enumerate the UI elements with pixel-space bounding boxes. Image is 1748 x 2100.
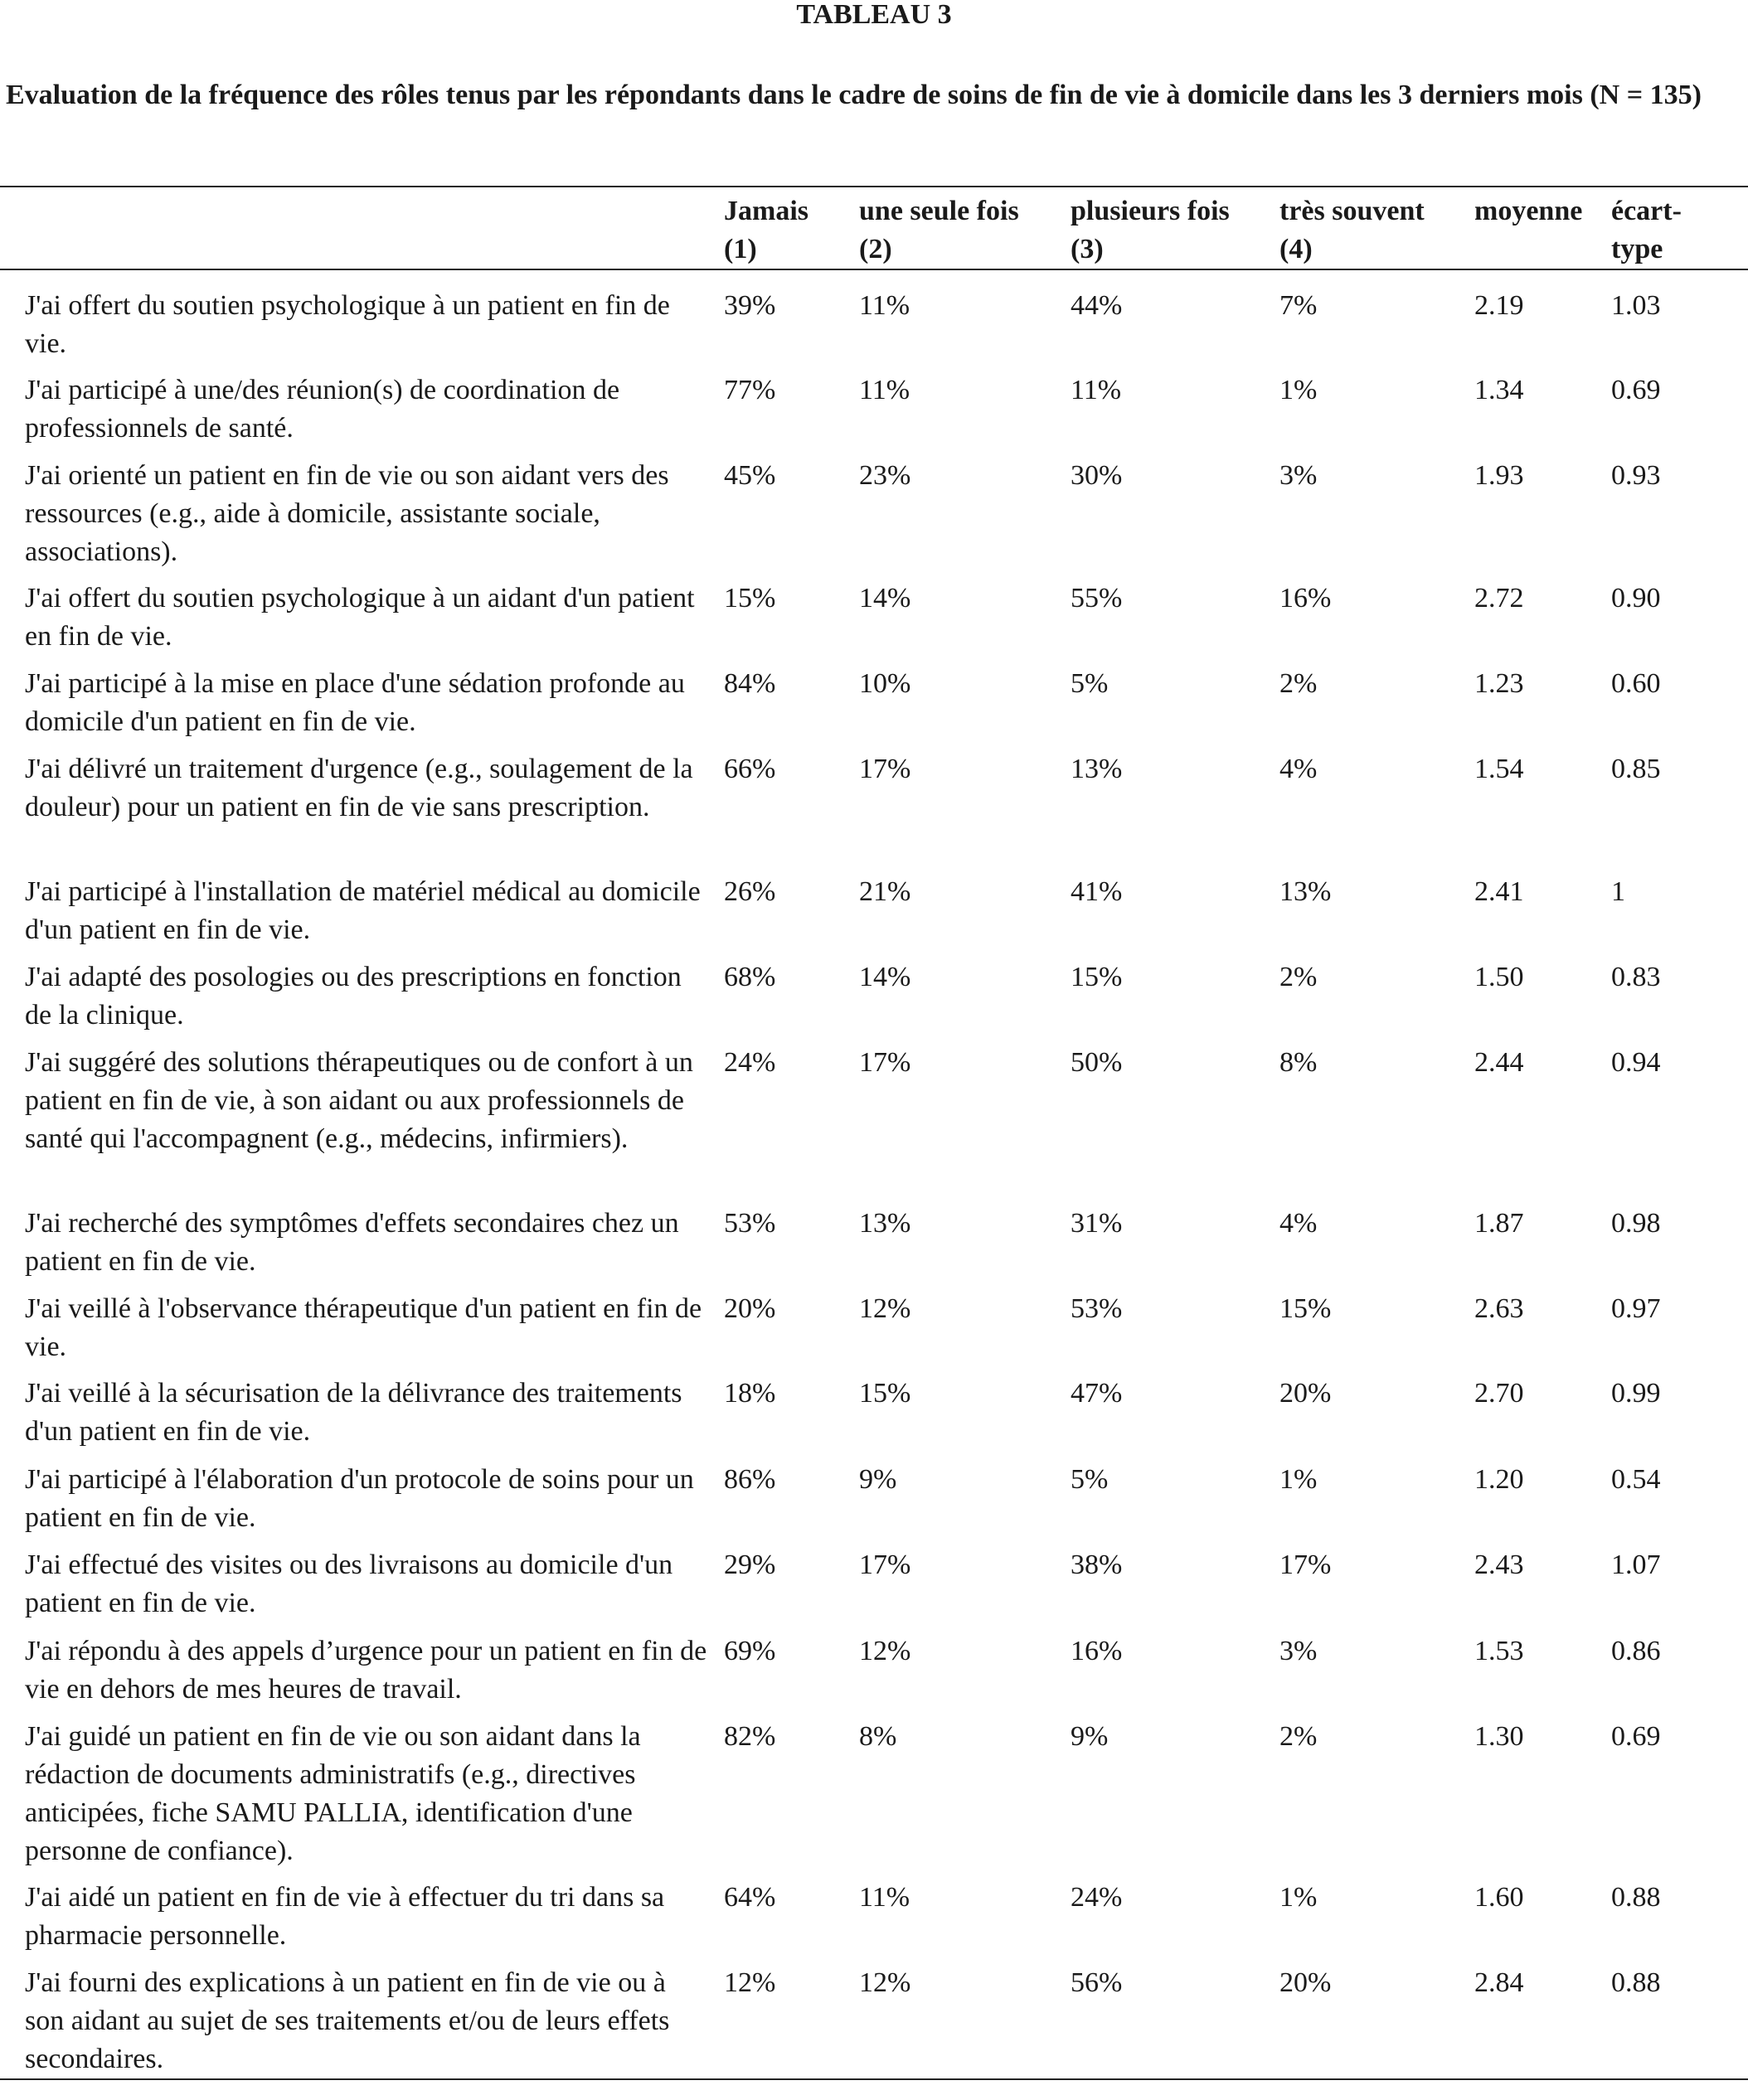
cell-jamais: 29% (724, 1550, 776, 1580)
cell-tres-souvent: 3% (1279, 460, 1318, 491)
table-row (0, 1035, 1748, 1196)
table-row (0, 1870, 1748, 1956)
table-row (0, 1282, 1748, 1366)
cell-moyenne: 2.19 (1474, 290, 1524, 321)
cell-jamais: 15% (724, 583, 776, 614)
cell-moyenne: 2.84 (1474, 1956, 1611, 2079)
cell-tres-souvent: 1% (1279, 375, 1318, 405)
header-item (0, 187, 724, 269)
item-label: J'ai répondu à des appels d’urgence pour un patient en fin de vie en dehors de mes heures de travail. (25, 1636, 707, 1705)
cell-tres-souvent: 13% (1279, 876, 1332, 907)
table-row (0, 363, 1748, 449)
cell-plusieurs-fois: 53% (1071, 1293, 1123, 1324)
table-row (0, 1366, 1748, 1453)
cell-ecart-type: 0.93 (1611, 460, 1661, 491)
cell-une-seule-fois: 11% (859, 375, 910, 405)
cell-une-seule-fois: 17% (859, 754, 911, 784)
cell-plusieurs-fois: 13% (1071, 754, 1123, 784)
cell-une-seule-fois: 12% (859, 1293, 911, 1324)
cell-ecart-type: 0.90 (1611, 583, 1661, 614)
cell-jamais: 86% (724, 1464, 776, 1495)
cell-une-seule-fois: 15% (859, 1378, 911, 1409)
cell-moyenne: 1.30 (1474, 1721, 1524, 1752)
cell-une-seule-fois: 17% (859, 1047, 911, 1078)
table-row (0, 865, 1748, 950)
cell-moyenne: 1.20 (1474, 1464, 1524, 1495)
cell-ecart-type: 0.69 (1611, 375, 1661, 405)
table-row (0, 1710, 1748, 1870)
item-label: J'ai adapté des posologies ou des prescriptions en fonction de la clinique. (25, 962, 682, 1031)
cell-moyenne: 2.41 (1474, 876, 1524, 907)
table-body (0, 269, 1748, 2079)
cell-ecart-type: 0.88 (1611, 1956, 1748, 2079)
cell-tres-souvent: 20% (1279, 1378, 1332, 1409)
cell-moyenne: 1.50 (1474, 962, 1524, 992)
cell-moyenne: 1.23 (1474, 668, 1524, 699)
cell-plusieurs-fois: 11% (1071, 375, 1122, 405)
cell-tres-souvent: 4% (1279, 754, 1318, 784)
cell-tres-souvent: 8% (1279, 1047, 1318, 1078)
cell-ecart-type: 0.99 (1611, 1378, 1661, 1409)
cell-plusieurs-fois: 30% (1071, 460, 1123, 491)
cell-une-seule-fois: 8% (859, 1721, 897, 1752)
cell-plusieurs-fois: 9% (1071, 1721, 1109, 1752)
cell-jamais: 53% (724, 1208, 776, 1239)
table-caption: Evaluation de la fréquence des rôles tenus par les répondants dans le cadre de soins de fin de vie à domicile dans les 3 derniers mois (N = 135) (6, 80, 1702, 110)
cell-une-seule-fois: 12% (859, 1956, 1071, 2079)
item-label: J'ai guidé un patient en fin de vie ou son aidant dans la rédaction de documents administratifs (e.g., directives anticipées, fiche SAMU PALLIA, identification d'une personne de confiance). (25, 1721, 641, 1866)
item-label: J'ai participé à l'installation de matériel médical au domicile d'un patient en fin de vie. (25, 876, 701, 945)
cell-moyenne: 2.63 (1474, 1293, 1524, 1324)
cell-jamais: 39% (724, 290, 776, 321)
cell-jamais: 12% (724, 1956, 859, 2079)
cell-plusieurs-fois: 16% (1071, 1636, 1123, 1666)
item-label: J'ai participé à l'élaboration d'un protocole de soins pour un patient en fin de vie. (25, 1464, 694, 1533)
item-label: J'ai participé à la mise en place d'une sédation profonde au domicile d'un patient en fin de vie. (25, 668, 685, 737)
cell-une-seule-fois: 11% (859, 290, 910, 321)
item-label: J'ai suggéré des solutions thérapeutiques ou de confort à un patient en fin de vie, à son aidant ou aux professionnels de santé qui l'accompagnent (e.g., médecins, infirmiers). (25, 1047, 693, 1154)
cell-jamais: 68% (724, 962, 776, 992)
cell-moyenne: 2.43 (1474, 1550, 1524, 1580)
item-label: J'ai délivré un traitement d'urgence (e.g., soulagement de la douleur) pour un patient en fin de vie sans prescription. (25, 754, 693, 822)
cell-tres-souvent: 2% (1279, 962, 1318, 992)
cell-plusieurs-fois: 31% (1071, 1208, 1123, 1239)
cell-une-seule-fois: 21% (859, 876, 911, 907)
cell-ecart-type: 0.88 (1611, 1882, 1661, 1913)
cell-moyenne: 1.60 (1474, 1882, 1524, 1913)
cell-ecart-type: 1.07 (1611, 1550, 1661, 1580)
cell-ecart-type: 0.60 (1611, 668, 1661, 699)
header-jamais: Jamais (1) (724, 187, 859, 269)
item-label: J'ai fourni des explications à un patient en fin de vie ou à son aidant au sujet de ses traitements et/ou de leurs effets secondaires. (0, 1956, 724, 2079)
cell-plusieurs-fois: 56% (1071, 1956, 1279, 2079)
table-row (0, 1538, 1748, 1624)
table-label: TABLEAU 3 (796, 0, 952, 30)
cell-plusieurs-fois: 41% (1071, 876, 1123, 907)
table-row (0, 950, 1748, 1035)
cell-tres-souvent: 1% (1279, 1882, 1318, 1913)
cell-plusieurs-fois: 24% (1071, 1882, 1123, 1913)
table-row (0, 571, 1748, 657)
table-row (0, 449, 1748, 571)
cell-plusieurs-fois: 44% (1071, 290, 1123, 321)
cell-tres-souvent: 7% (1279, 290, 1318, 321)
cell-jamais: 20% (724, 1293, 776, 1324)
header-moyenne: moyenne (1474, 187, 1611, 269)
cell-tres-souvent: 3% (1279, 1636, 1318, 1666)
cell-plusieurs-fois: 38% (1071, 1550, 1123, 1580)
cell-jamais: 24% (724, 1047, 776, 1078)
cell-plusieurs-fois: 5% (1071, 1464, 1109, 1495)
cell-jamais: 18% (724, 1378, 776, 1409)
cell-jamais: 66% (724, 754, 776, 784)
cell-jamais: 26% (724, 876, 776, 907)
item-label: J'ai veillé à la sécurisation de la délivrance des traitements d'un patient en fin de vie. (25, 1378, 682, 1447)
cell-une-seule-fois: 17% (859, 1550, 911, 1580)
header-row (0, 187, 1748, 269)
cell-jamais: 64% (724, 1882, 776, 1913)
item-label: J'ai offert du soutien psychologique à un aidant d'un patient en fin de vie. (25, 583, 695, 652)
cell-plusieurs-fois: 15% (1071, 962, 1123, 992)
item-label: J'ai recherché des symptômes d'effets secondaires chez un patient en fin de vie. (25, 1208, 679, 1277)
cell-moyenne: 1.53 (1474, 1636, 1524, 1666)
cell-moyenne: 2.44 (1474, 1047, 1524, 1078)
cell-moyenne: 1.54 (1474, 754, 1524, 784)
cell-une-seule-fois: 9% (859, 1464, 897, 1495)
cell-une-seule-fois: 13% (859, 1208, 911, 1239)
header-ecart-type: écart- type (1611, 187, 1748, 269)
cell-tres-souvent: 4% (1279, 1208, 1318, 1239)
cell-jamais: 69% (724, 1636, 776, 1666)
cell-une-seule-fois: 14% (859, 962, 911, 992)
cell-ecart-type: 0.86 (1611, 1636, 1661, 1666)
cell-une-seule-fois: 14% (859, 583, 911, 614)
table-row (0, 1453, 1748, 1538)
cell-ecart-type: 0.69 (1611, 1721, 1661, 1752)
cell-ecart-type: 0.54 (1611, 1464, 1661, 1495)
item-label: J'ai orienté un patient en fin de vie ou son aidant vers des ressources (e.g., aide à domicile, assistante sociale, associations). (25, 460, 669, 567)
cell-tres-souvent: 20% (1279, 1956, 1474, 2079)
header-une-seule-fois: une seule fois (2) (859, 187, 1071, 269)
cell-tres-souvent: 2% (1279, 1721, 1318, 1752)
table-row (0, 742, 1748, 865)
table-header (0, 187, 1748, 269)
cell-tres-souvent: 17% (1279, 1550, 1332, 1580)
cell-moyenne: 1.34 (1474, 375, 1524, 405)
cell-plusieurs-fois: 47% (1071, 1378, 1123, 1409)
cell-ecart-type: 0.98 (1611, 1208, 1661, 1239)
cell-plusieurs-fois: 55% (1071, 583, 1123, 614)
cell-ecart-type: 0.85 (1611, 754, 1661, 784)
table-row (0, 1624, 1748, 1710)
cell-une-seule-fois: 10% (859, 668, 911, 699)
cell-ecart-type: 0.83 (1611, 962, 1661, 992)
header-plusieurs-fois: plusieurs fois (3) (1071, 187, 1279, 269)
table-row (0, 1196, 1748, 1282)
header-tres-souvent: très souvent (4) (1279, 187, 1474, 269)
table-row (0, 1956, 1748, 2079)
cell-tres-souvent: 15% (1279, 1293, 1332, 1324)
cell-moyenne: 2.72 (1474, 583, 1524, 614)
item-label: J'ai offert du soutien psychologique à un patient en fin de vie. (25, 290, 670, 359)
cell-une-seule-fois: 11% (859, 1882, 910, 1913)
cell-jamais: 77% (724, 375, 776, 405)
cell-moyenne: 2.70 (1474, 1378, 1524, 1409)
frequency-table (0, 186, 1748, 2080)
cell-une-seule-fois: 12% (859, 1636, 911, 1666)
cell-plusieurs-fois: 50% (1071, 1047, 1123, 1078)
item-label: J'ai participé à une/des réunion(s) de coordination de professionnels de santé. (25, 375, 620, 444)
cell-jamais: 84% (724, 668, 776, 699)
cell-ecart-type: 1.03 (1611, 290, 1661, 321)
cell-tres-souvent: 16% (1279, 583, 1332, 614)
cell-ecart-type: 1 (1611, 876, 1625, 907)
cell-tres-souvent: 2% (1279, 668, 1318, 699)
table-row (0, 269, 1748, 363)
item-label: J'ai veillé à l'observance thérapeutique d'un patient en fin de vie. (25, 1293, 702, 1362)
cell-moyenne: 1.93 (1474, 460, 1524, 491)
cell-ecart-type: 0.94 (1611, 1047, 1661, 1078)
table-row (0, 657, 1748, 742)
cell-plusieurs-fois: 5% (1071, 668, 1109, 699)
item-label: J'ai effectué des visites ou des livraisons au domicile d'un patient en fin de vie. (25, 1550, 673, 1618)
cell-moyenne: 1.87 (1474, 1208, 1524, 1239)
cell-tres-souvent: 1% (1279, 1464, 1318, 1495)
item-label: J'ai aidé un patient en fin de vie à effectuer du tri dans sa pharmacie personnelle. (25, 1882, 665, 1951)
cell-jamais: 45% (724, 460, 776, 491)
cell-jamais: 82% (724, 1721, 776, 1752)
cell-ecart-type: 0.97 (1611, 1293, 1661, 1324)
cell-une-seule-fois: 23% (859, 460, 911, 491)
